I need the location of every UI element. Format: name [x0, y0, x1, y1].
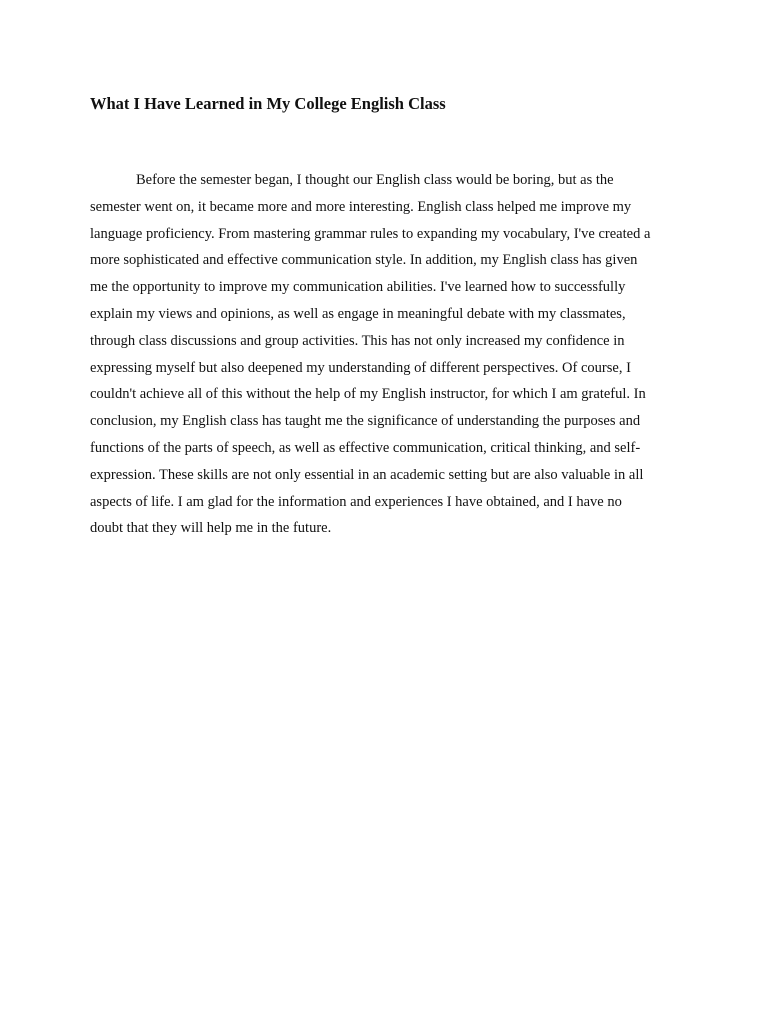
body-line: doubt that they will help me in the future.	[90, 520, 332, 537]
body-line: aspects of life. I am glad for the information and experiences I have obtained, and I have no	[90, 493, 622, 510]
body-line: language proficiency. From mastering grammar rules to expanding my vocabulary, I've created a	[90, 225, 651, 242]
body-line: explain my views and opinions, as well as engage in meaningful debate with my classmates,	[90, 305, 626, 322]
body-line: more sophisticated and effective communication style. In addition, my English class has given	[90, 252, 638, 269]
body-line: functions of the parts of speech, as well as effective communication, critical thinking, and self-	[90, 439, 641, 456]
body-line: through class discussions and group activities. This has not only increased my confidence in	[90, 332, 625, 349]
body-line: expression. These skills are not only essential in an academic setting but are also valuable in all	[90, 466, 644, 483]
body-line: couldn't achieve all of this without the help of my English instructor, for which I am grateful. In	[90, 386, 646, 403]
document-title: What I Have Learned in My College English Class	[90, 94, 446, 113]
body-line: Before the semester began, I thought our English class would be boring, but as the	[136, 172, 614, 188]
document-body	[90, 167, 680, 542]
body-line: conclusion, my English class has taught me the significance of understanding the purposes and	[90, 413, 641, 430]
body-line: semester went on, it became more and more interesting. English class helped me improve my	[90, 198, 632, 215]
body-line: me the opportunity to improve my communication abilities. I've learned how to successfully	[90, 279, 626, 296]
body-line: expressing myself but also deepened my understanding of different perspectives. Of course, I	[90, 359, 631, 376]
